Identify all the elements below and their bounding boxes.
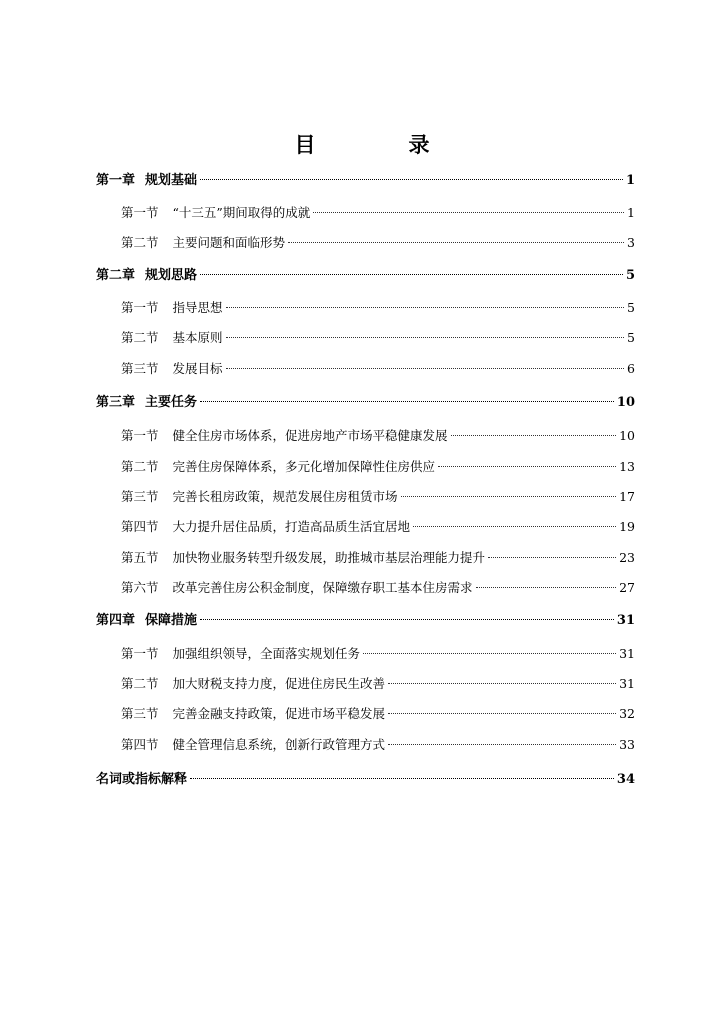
dot-leader: [200, 619, 614, 620]
section-title: 发展目标: [172, 361, 223, 376]
section-number: 第四节: [121, 737, 159, 752]
chapter-title: 主要任务: [145, 395, 198, 410]
toc-section-3-6[interactable]: [121, 577, 635, 599]
toc-section-4-4[interactable]: [121, 734, 635, 756]
section-title: 完善长租房政策，规范发展住房租赁市场: [172, 489, 398, 504]
toc-section-4-1[interactable]: [121, 643, 635, 665]
section-title: 完善金融支持政策，促进市场平稳发展: [172, 706, 386, 721]
section-title: 加快物业服务转型升级发展，助推城市基层治理能力提升: [172, 550, 486, 565]
section-number: 第二节: [121, 676, 159, 691]
section-number: 第二节: [121, 235, 159, 250]
page-number: 1: [625, 173, 635, 188]
page-number: 32: [619, 706, 635, 721]
page-title: 目 录: [294, 132, 466, 157]
section-title: 改革完善住房公积金制度，保障缴存职工基本住房需求: [172, 580, 473, 595]
section-title: 完善住房保障体系，多元化增加保障性住房供应: [172, 459, 436, 474]
page-number: 27: [619, 580, 635, 595]
page-number: 23: [619, 550, 635, 565]
chapter-number: 第一章: [96, 173, 136, 188]
page-number: 31: [616, 613, 635, 628]
section-title: 指导思想: [172, 300, 223, 315]
toc-section-3-3[interactable]: [121, 486, 635, 508]
section-title: 健全住房市场体系，促进房地产市场平稳健康发展: [172, 428, 448, 443]
page-number: 5: [627, 300, 635, 315]
section-number: 第三节: [121, 489, 159, 504]
page-number: 10: [619, 428, 635, 443]
section-number: 第一节: [121, 646, 159, 661]
dot-leader: [226, 337, 625, 338]
toc-section-4-3[interactable]: [121, 703, 635, 725]
dot-leader: [413, 526, 616, 527]
section-number: 第三节: [121, 706, 159, 721]
section-number: 第四节: [121, 519, 159, 534]
toc-section-4-2[interactable]: [121, 673, 635, 695]
page-number: 5: [627, 330, 635, 345]
page-number: 13: [619, 459, 635, 474]
section-title: 健全管理信息系统，创新行政管理方式: [172, 737, 386, 752]
dot-leader: [451, 435, 617, 436]
dot-leader: [200, 401, 614, 402]
section-title: 加大财税支持力度，促进住房民生改善: [172, 676, 386, 691]
chapter-title: 保障措施: [145, 613, 198, 628]
dot-leader: [488, 557, 616, 558]
dot-leader: [190, 778, 614, 779]
toc-section-1-2[interactable]: [121, 232, 635, 254]
section-title: 大力提升居住品质，打造高品质生活宜居地: [172, 519, 411, 534]
section-title: “十三五”期间取得的成就: [172, 205, 311, 220]
section-number: 第六节: [121, 580, 159, 595]
dot-leader: [388, 744, 616, 745]
page-number: 3: [627, 235, 635, 250]
chapter-title: 规划思路: [145, 268, 198, 283]
page-number: 34: [616, 772, 635, 787]
toc-chapter-4[interactable]: [96, 610, 635, 632]
toc-section-2-3[interactable]: [121, 358, 635, 380]
chapter-title: 名词或指标解释: [96, 772, 188, 787]
section-number: 第一节: [121, 428, 159, 443]
page-number: 10: [616, 395, 635, 410]
dot-leader: [388, 713, 616, 714]
chapter-number: 第四章: [96, 613, 136, 628]
dot-leader: [388, 683, 616, 684]
page-number: 31: [619, 676, 635, 691]
dot-leader: [438, 466, 616, 467]
section-title: 基本原则: [172, 330, 223, 345]
chapter-title: 规划基础: [145, 173, 198, 188]
toc-section-3-4[interactable]: [121, 516, 635, 538]
toc-chapter-2[interactable]: [96, 265, 635, 287]
section-number: 第二节: [121, 330, 159, 345]
toc-chapter-3[interactable]: [96, 392, 635, 414]
toc-section-3-1[interactable]: [121, 425, 635, 447]
page-number: 17: [619, 489, 635, 504]
toc-section-3-5[interactable]: [121, 547, 635, 569]
page-number: 19: [619, 519, 635, 534]
chapter-number: 第三章: [96, 395, 136, 410]
page-number: 33: [619, 737, 635, 752]
toc-section-2-2[interactable]: [121, 327, 635, 349]
page-number: 1: [627, 205, 635, 220]
toc-section-3-2[interactable]: [121, 456, 635, 478]
section-number: 第五节: [121, 550, 159, 565]
section-number: 第一节: [121, 300, 159, 315]
toc-glossary[interactable]: [96, 769, 635, 791]
section-number: 第一节: [121, 205, 159, 220]
section-number: 第三节: [121, 361, 159, 376]
dot-leader: [313, 212, 624, 213]
dot-leader: [226, 307, 625, 308]
page-number: 6: [627, 361, 635, 376]
page-number: 31: [619, 646, 635, 661]
dot-leader: [288, 242, 624, 243]
toc-chapter-1[interactable]: [96, 170, 635, 192]
toc-section-1-1[interactable]: [121, 202, 635, 224]
section-title: 加强组织领导，全面落实规划任务: [172, 646, 361, 661]
section-title: 主要问题和面临形势: [172, 235, 286, 250]
page-number: 5: [625, 268, 635, 283]
toc-section-2-1[interactable]: [121, 297, 635, 319]
dot-leader: [200, 274, 623, 275]
dot-leader: [363, 653, 616, 654]
dot-leader: [226, 368, 625, 369]
dot-leader: [476, 587, 617, 588]
dot-leader: [401, 496, 617, 497]
dot-leader: [200, 179, 623, 180]
chapter-number: 第二章: [96, 268, 136, 283]
section-number: 第二节: [121, 459, 159, 474]
